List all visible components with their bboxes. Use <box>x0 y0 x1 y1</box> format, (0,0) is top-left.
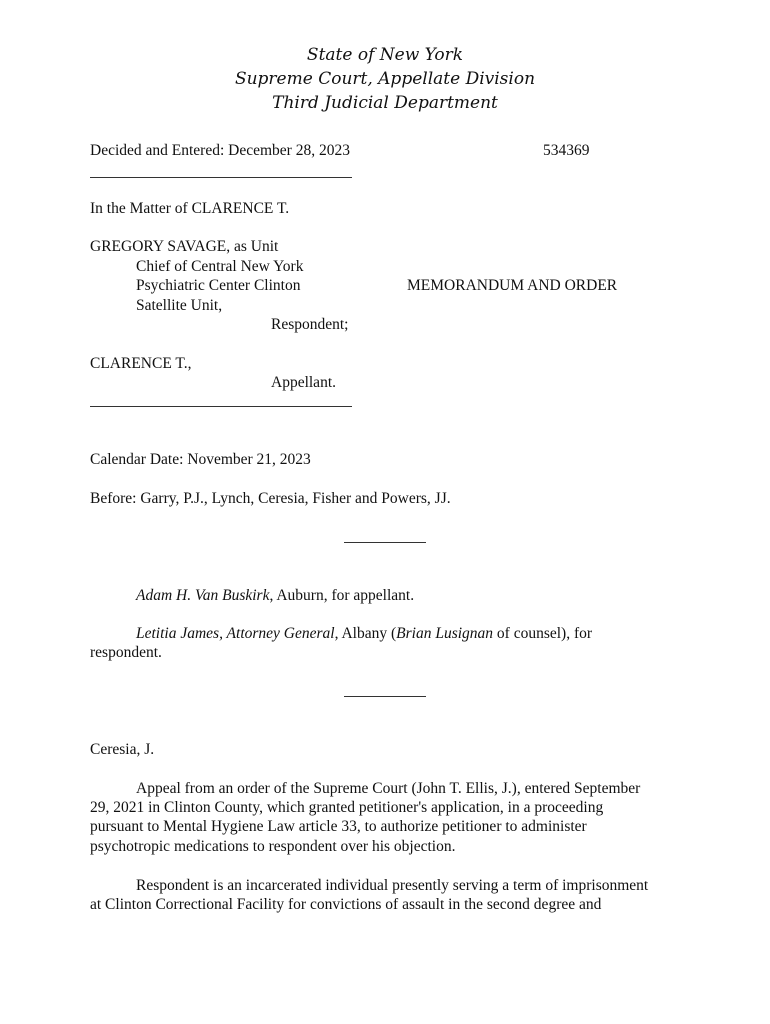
appellant-counsel-name: Adam H. Van Buskirk <box>136 587 270 604</box>
respondent-counsel-end: of counsel), for <box>493 625 593 642</box>
memorandum-order-label: MEMORANDUM AND ORDER <box>407 277 618 294</box>
court-name-title: Supreme Court, Appellate Division <box>234 69 536 89</box>
paragraph-2-line-2: at Clinton Correctional Facility for convictions of assault in the second degree and <box>90 896 602 913</box>
paragraph-1-line-3: pursuant to Mental Hygiene Law article 33, to authorize petitioner to administer <box>90 818 587 835</box>
caption-party1-line2: Chief of Central New York <box>136 258 304 275</box>
caption-party1-line1: GREGORY SAVAGE, as Unit <box>90 238 279 255</box>
caption-party2: CLARENCE T., <box>90 355 192 372</box>
caption-party1-line3: Psychiatric Center Clinton <box>136 277 301 294</box>
section-divider-1 <box>344 542 426 543</box>
calendar-date: Calendar Date: November 21, 2023 <box>90 451 311 468</box>
caption-bottom-rule <box>90 406 352 407</box>
caption-party1-role: Respondent; <box>271 316 349 333</box>
paragraph-1-line-1: Appeal from an order of the Supreme Court (John T. Ellis, J.), entered September <box>136 780 641 797</box>
respondent-counsel <box>136 624 592 643</box>
court-department-title: Third Judicial Department <box>272 93 498 113</box>
docket-number: 534369 <box>543 142 590 159</box>
decided-entered-date: Decided and Entered: December 28, 2023 <box>90 142 350 159</box>
section-divider-2 <box>344 696 426 697</box>
paragraph-1-line-2: 29, 2021 in Clinton County, which granted petitioner's application, in a proceeding <box>90 799 604 816</box>
appellant-counsel <box>136 586 414 605</box>
opinion-author: Ceresia, J. <box>90 741 155 758</box>
court-state-title: State of New York <box>306 45 464 65</box>
respondent-counsel-wrap: respondent. <box>90 644 162 661</box>
respondent-counsel-name: Letitia James, Attorney General <box>136 625 335 642</box>
respondent-counsel-location: , Albany ( <box>334 625 397 642</box>
caption-top-rule <box>90 177 352 178</box>
appellant-counsel-rest: , Auburn, for appellant. <box>269 587 415 604</box>
caption-party2-role: Appellant. <box>271 374 336 391</box>
caption-party1-line4: Satellite Unit, <box>136 297 223 314</box>
caption-matter: In the Matter of CLARENCE T. <box>90 200 290 217</box>
paragraph-2-line-1: Respondent is an incarcerated individual presently serving a term of imprisonment <box>136 877 649 894</box>
paragraph-1-line-4: psychotropic medications to respondent over his objection. <box>90 838 456 855</box>
panel-before: Before: Garry, P.J., Lynch, Ceresia, Fisher and Powers, JJ. <box>90 490 451 507</box>
respondent-of-counsel-name: Brian Lusignan <box>396 625 494 642</box>
